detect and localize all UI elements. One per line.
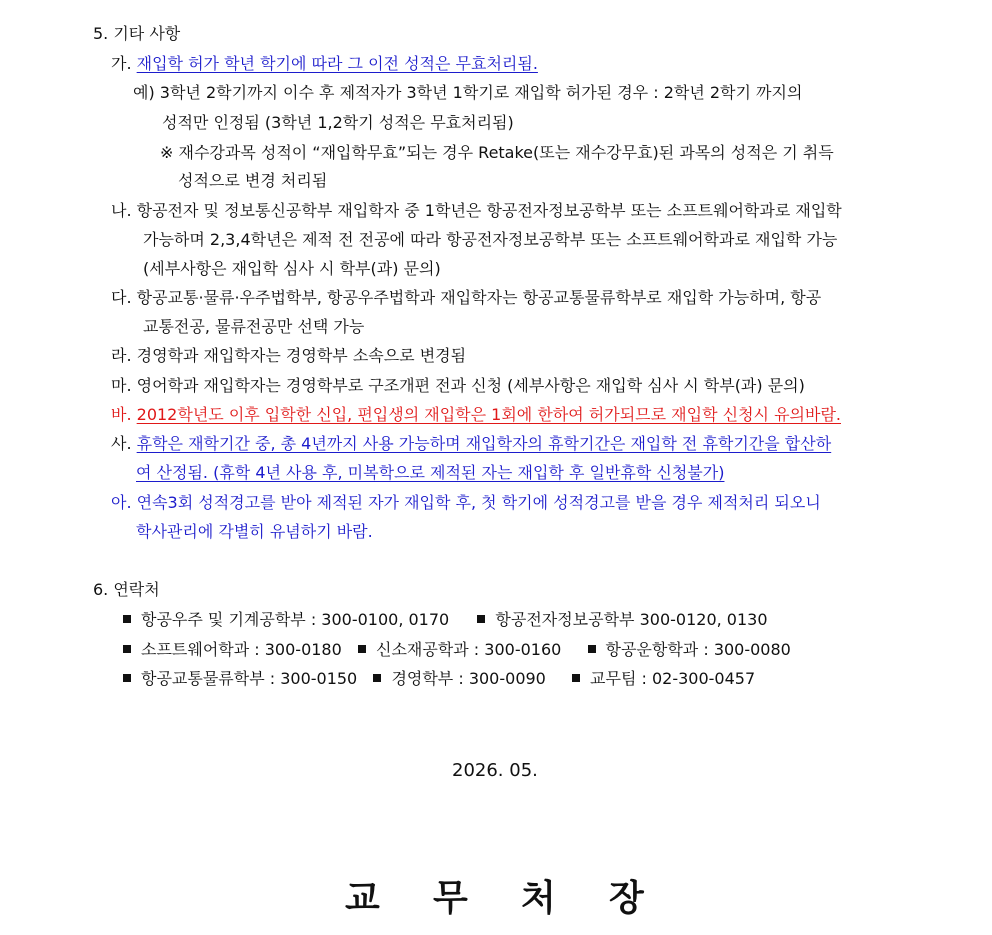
item-sa-line-1 <box>111 434 831 454</box>
item-ra: 라. 경영학과 재입학자는 경영학부 소속으로 변경됨 <box>111 346 467 365</box>
contact-row-2 <box>123 640 791 660</box>
note-line-1: ※ 재수강과목 성적이 “재입학무효”되는 경우 Retake(또는 재수강무효)된 과목의 성적은 기 취득 <box>160 143 834 162</box>
contact-row-1 <box>123 610 768 630</box>
contact-aerospace: 항공우주 및 기계공학부 : 300-0100, 0170 <box>141 610 450 629</box>
bullet-square-icon <box>588 645 596 653</box>
item-ba-text: 2012학년도 이후 입학한 신입, 편입생의 재입학은 1회에 한하여 허가되므로 재입학 신청시 유의바람. <box>136 405 841 424</box>
item-ga-text: 재입학 허가 학년 학기에 따라 그 이전 성적은 무효처리됨. <box>136 54 538 73</box>
contact-row-3 <box>123 669 755 689</box>
contact-materials: 신소재공학과 : 300-0160 <box>375 640 562 659</box>
bullet-square-icon <box>373 674 381 682</box>
item-sa-prefix: 사. <box>111 434 132 453</box>
signature-title <box>345 878 697 918</box>
item-na-line-1: 나. 항공전자 및 정보통신공학부 재입학자 중 1학년은 항공전자정보공학부 또는 소프트웨어학과로 재입학 <box>111 201 842 220</box>
item-ga-prefix: 가. <box>111 54 132 73</box>
document-date: 2026. 05. <box>452 760 538 781</box>
contact-logistics: 항공교통물류학부 : 300-0150 <box>141 669 358 688</box>
contact-avionics: 항공전자정보공학부 300-0120, 0130 <box>495 610 768 629</box>
bullet-square-icon <box>123 615 131 623</box>
item-sa-text-1: 휴학은 재학기간 중, 총 4년까지 사용 가능하며 재입학자의 휴학기간은 재입학 전 휴학기간을 합산하 <box>136 434 832 453</box>
example-line-2: 성적만 인정됨 (3학년 1,2학기 성적은 무효처리됨) <box>162 113 514 132</box>
contact-software: 소프트웨어학과 : 300-0180 <box>141 640 342 659</box>
signature-char: 장 <box>609 877 644 919</box>
item-ga <box>111 54 538 74</box>
contact-flight-ops: 항공운항학과 : 300-0080 <box>605 640 791 659</box>
example-line-1: 예) 3학년 2학기까지 이수 후 제적자가 3학년 1학기로 재입학 허가된 경우 : 2학년 2학기 까지의 <box>133 83 803 102</box>
item-na-line-2: 가능하며 2,3,4학년은 제적 전 전공에 따라 항공전자정보공학부 또는 소프트웨어학과로 재입학 가능 <box>143 230 838 249</box>
bullet-square-icon <box>477 615 485 623</box>
item-sa-line-2: 여 산정됨. (휴학 4년 사용 후, 미복학으로 제적된 자는 재입학 후 일반휴학 신청불가) <box>136 463 725 482</box>
contact-business: 경영학부 : 300-0090 <box>391 669 546 688</box>
item-ba-prefix: 바. <box>111 405 132 424</box>
bullet-square-icon <box>572 674 580 682</box>
item-na-line-3: (세부사항은 재입학 심사 시 학부(과) 문의) <box>143 259 441 278</box>
signature-char: 처 <box>521 877 556 919</box>
bullet-square-icon <box>123 645 131 653</box>
contact-academic-affairs: 교무팀 : 02-300-0457 <box>590 669 756 688</box>
item-ma: 마. 영어학과 재입학자는 경영학부로 구조개편 전과 신청 (세부사항은 재입학 심사 시 학부(과) 문의) <box>111 376 805 395</box>
bullet-square-icon <box>123 674 131 682</box>
note-line-2: 성적으로 변경 처리됨 <box>178 171 328 190</box>
item-da-line-2: 교통전공, 물류전공만 선택 가능 <box>143 317 365 336</box>
signature-char: 교 <box>345 877 380 919</box>
bullet-square-icon <box>358 645 366 653</box>
item-a-line-2: 학사관리에 각별히 유념하기 바람. <box>136 522 373 541</box>
signature-char: 무 <box>433 877 468 919</box>
item-ba <box>111 405 841 425</box>
section-6-title: 6. 연락처 <box>93 580 160 599</box>
item-da-line-1: 다. 항공교통·물류·우주법학부, 항공우주법학과 재입학자는 항공교통물류학부로 재입학 가능하며, 항공 <box>111 288 822 307</box>
section-5-title: 5. 기타 사항 <box>93 24 181 43</box>
item-a-line-1: 아. 연속3회 성적경고를 받아 제적된 자가 재입학 후, 첫 학기에 성적경고를 받을 경우 제적처리 되오니 <box>111 493 821 512</box>
